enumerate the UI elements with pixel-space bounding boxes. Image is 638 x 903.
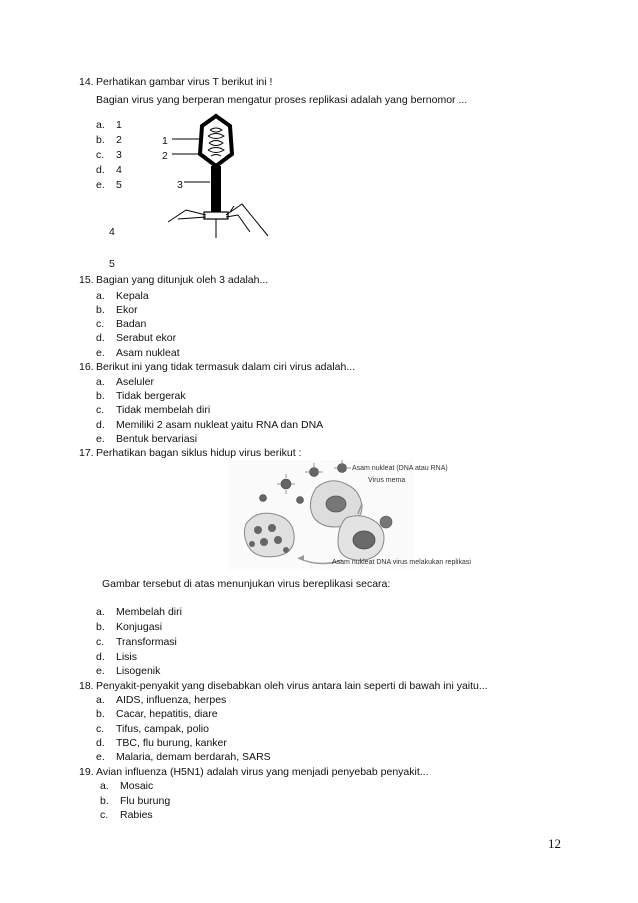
option-text: Konjugasi (116, 621, 163, 633)
question-text: Avian influenza (H5N1) adalah virus yang menjadi penyebab penyakit... (96, 766, 429, 778)
option-text: TBC, flu burung, kanker (116, 737, 227, 749)
option-text: Lisogenik (116, 665, 161, 677)
option-text: Malaria, demam berdarah, SARS (116, 751, 271, 763)
option-text: Tifus, campak, polio (116, 723, 209, 735)
option-text: Asam nukleat (116, 347, 180, 359)
option-letter: d. (96, 651, 105, 663)
option-text: Memiliki 2 asam nukleat yaitu RNA dan DNA (116, 419, 324, 431)
figure-label-1: Asam nukleat (DNA atau RNA) (352, 465, 448, 472)
option-text: 1 (116, 119, 122, 131)
option-letter: b. (96, 304, 105, 316)
option-letter: c. (96, 149, 105, 161)
bacteriophage-diagram (160, 112, 275, 242)
virus-life-cycle-figure (228, 460, 471, 570)
option-text: AIDS, influenza, herpes (116, 694, 227, 706)
diagram-label-4: 4 (109, 226, 115, 238)
option-letter: c. (96, 404, 105, 416)
option-text: Cacar, hepatitis, diare (116, 708, 218, 720)
option-letter: b. (100, 795, 109, 807)
option-letter: e. (96, 433, 105, 445)
option-text: Tidak membelah diri (116, 404, 211, 416)
figure-label-2: Virus mema (368, 477, 406, 484)
question-text: Bagian virus yang berperan mengatur proses replikasi adalah yang bernomor ... (96, 94, 468, 106)
question-text: Penyakit-penyakit yang disebabkan oleh virus antara lain seperti di bawah ini yaitu... (96, 680, 488, 692)
diagram-label-2: 2 (162, 150, 168, 162)
option-letter: a. (96, 376, 105, 388)
option-text: Rabies (120, 809, 153, 821)
option-letter: d. (96, 164, 105, 176)
option-letter: a. (96, 119, 105, 131)
figure-caption: Gambar tersebut di atas menunjukan virus bereplikasi secara: (102, 578, 391, 590)
question-number: 19. (79, 766, 94, 778)
option-letter: b. (96, 390, 105, 402)
option-text: 4 (116, 164, 122, 176)
option-letter: d. (96, 332, 105, 344)
option-letter: e. (96, 179, 105, 191)
question-number: 17. (79, 447, 94, 459)
page-number: 12 (548, 836, 561, 851)
option-text: 2 (116, 134, 122, 146)
diagram-label-5: 5 (109, 258, 115, 270)
option-letter: e. (96, 751, 105, 763)
question-text: Berikut ini yang tidak termasuk dalam ciri virus adalah... (96, 361, 356, 373)
question-number: 16. (79, 361, 94, 373)
option-letter: a. (100, 780, 109, 792)
option-letter: a. (96, 606, 105, 618)
diagram-label-3: 3 (177, 179, 183, 191)
option-letter: b. (96, 708, 105, 720)
option-letter: a. (96, 290, 105, 302)
option-text: Serabut ekor (116, 332, 177, 344)
diagram-label-1: 1 (162, 135, 168, 147)
option-letter: c. (100, 809, 109, 821)
option-text: Bentuk bervariasi (116, 433, 198, 445)
option-text: 3 (116, 149, 122, 161)
option-letter: a. (96, 694, 105, 706)
option-letter: d. (96, 419, 105, 431)
option-text: Transformasi (116, 636, 177, 648)
option-letter: b. (96, 134, 105, 146)
question-text: Perhatikan bagan siklus hidup virus berikut : (96, 447, 302, 459)
option-letter: e. (96, 665, 105, 677)
question-text: Perhatikan gambar virus T berikut ini ! (96, 76, 273, 88)
option-text: Badan (116, 318, 147, 330)
option-letter: c. (96, 723, 105, 735)
option-text: Tidak bergerak (116, 390, 186, 402)
option-text: Flu burung (120, 795, 171, 807)
option-text: Lisis (116, 651, 138, 663)
question-number: 14. (79, 76, 94, 88)
option-letter: c. (96, 636, 105, 648)
option-text: Aseluler (116, 376, 154, 388)
option-letter: c. (96, 318, 105, 330)
option-text: Mosaic (120, 780, 154, 792)
option-letter: d. (96, 737, 105, 749)
option-text: Membelah diri (116, 606, 182, 618)
question-text: Bagian yang ditunjuk oleh 3 adalah... (96, 274, 269, 286)
option-text: 5 (116, 179, 122, 191)
option-letter: e. (96, 347, 105, 359)
option-text: Kepala (116, 290, 149, 302)
figure-label-3: Asam nukleat DNA virus melakukan replikasi (332, 559, 471, 566)
question-number: 15. (79, 274, 94, 286)
option-text: Ekor (116, 304, 138, 316)
question-number: 18. (79, 680, 94, 692)
option-letter: b. (96, 621, 105, 633)
